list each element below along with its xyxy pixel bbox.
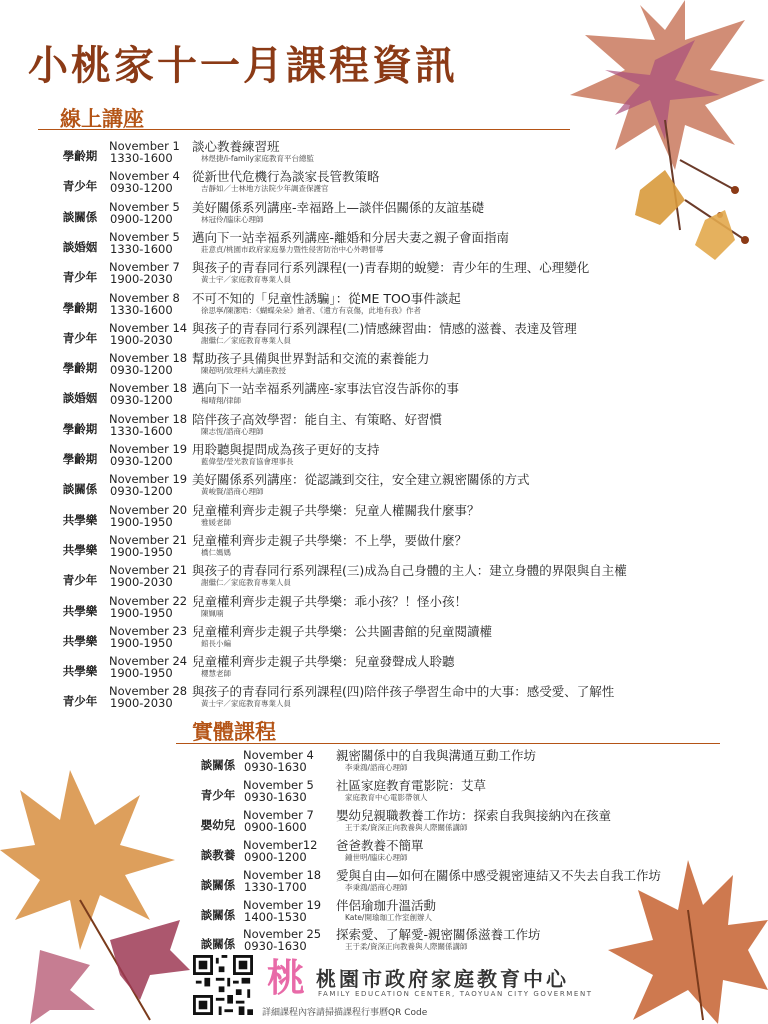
course-title: 愛與自由—如何在關係中感受親密連結又不失去自我工作坊 [336, 867, 662, 883]
course-time: 1900-2030 [110, 272, 173, 287]
course-speaker: 家庭教育中心電影帶領人 [345, 792, 428, 802]
course-time: 1900-1950 [110, 635, 173, 650]
org-name-english: FAMILY EDUCATION CENTER, TAOYUAN CITY GOVERMENT [318, 990, 593, 998]
course-category: 談關係 [62, 482, 98, 497]
course-row [0, 655, 700, 685]
course-category: 學齡期 [62, 361, 98, 376]
course-category: 嬰幼兒 [200, 817, 236, 832]
course-time: 1330-1600 [110, 302, 173, 317]
course-row [0, 564, 700, 594]
course-speaker: 李秉鴻/諮商心理師 [345, 763, 408, 772]
course-date: November 21 [109, 532, 188, 547]
course-title: 從新世代危機行為談家長管教策略 [192, 169, 380, 185]
course-row [0, 779, 700, 809]
course-title: 兒童權利齊步走親子共學樂：公共圖書館的兒童閱讀權 [192, 623, 493, 639]
org-name: 桃園市政府家庭教育中心 [316, 967, 569, 991]
course-title: 兒童權利齊步走親子共學樂：兒童人權關我什麼事？ [192, 502, 480, 518]
course-date: November 25 [243, 927, 322, 942]
course-category: 共學樂 [62, 512, 98, 527]
course-speaker: 莊意貞/桃園市政府家庭暴力暨性侵害防治中心外聘督導 [201, 244, 384, 254]
course-row [0, 749, 700, 779]
course-title: 美好關係系列講座：從認識到交往，安全建立親密關係的方式 [192, 472, 530, 488]
course-date: November 20 [109, 502, 188, 517]
course-speaker: 王于柔/資深正向教養與人際關係講師 [345, 942, 468, 952]
course-title: 與孩子的青春同行系列課程(二)情感練習曲：情感的滋養、表達及管理 [192, 320, 577, 336]
course-title: 用聆聽與提問成為孩子更好的支持 [192, 442, 380, 457]
course-title: 陪伴孩子高效學習：能自主、有策略、好習慣 [192, 411, 443, 427]
course-row [0, 899, 700, 929]
course-speaker: 李秉鴻/諮商心理師 [345, 882, 408, 892]
course-date: November 23 [109, 623, 188, 638]
course-category: 學齡期 [62, 452, 98, 466]
course-speaker: 陳超明/致理科大講座教授 [201, 366, 287, 376]
course-date: November 19 [243, 897, 322, 912]
course-row [0, 534, 700, 564]
course-category: 談關係 [200, 877, 236, 892]
course-title: 與孩子的青春同行系列課程(四)陪伴孩子學習生命中的大事：感受愛、了解性 [192, 684, 615, 700]
course-date: November 5 [243, 777, 314, 792]
course-row [0, 382, 700, 412]
course-category: 談關係 [62, 209, 98, 224]
course-category: 談關係 [200, 758, 236, 772]
course-time: 1900-2030 [110, 332, 173, 347]
course-date: November 8 [109, 290, 180, 305]
course-speaker: 林冠伶/臨床心理師 [201, 214, 264, 224]
qr-code-note: 詳細課程內容請掃描課程行事曆QR Code [262, 1008, 428, 1018]
course-row [0, 625, 700, 655]
course-row [0, 504, 700, 534]
course-row [0, 261, 700, 291]
course-time: 1900-2030 [110, 575, 173, 590]
course-category: 談婚姻 [62, 239, 98, 254]
course-speaker: 橋仁媽媽 [201, 547, 231, 557]
page-title: 小桃家十一月課程資訊 [28, 42, 458, 89]
course-date: November 22 [109, 593, 188, 608]
course-speaker: 陳志恆/諮商心理師 [201, 426, 264, 436]
course-row [0, 839, 700, 869]
course-category: 青少年 [200, 787, 236, 802]
course-speaker: 陳姵喃 [201, 608, 224, 618]
course-row [0, 231, 700, 261]
course-date: November 18 [109, 381, 188, 396]
course-time: 0900-1200 [244, 849, 307, 864]
course-time: 1900-1950 [110, 514, 173, 529]
course-time: 0930-1200 [110, 484, 173, 499]
course-time: 0930-1200 [110, 393, 173, 408]
course-row [0, 473, 700, 503]
course-title: 社區家庭教育電影院：艾草 [336, 777, 487, 793]
course-date: November 5 [109, 199, 180, 214]
course-speaker: 鍾世明/臨床心理師 [345, 852, 408, 862]
course-title: 幫助孩子具備與世界對話和交流的素養能力 [192, 351, 430, 367]
course-time: 1900-1950 [110, 605, 173, 620]
course-row [0, 685, 700, 715]
course-title: 爸爸教養不簡單 [336, 837, 424, 853]
course-category: 青少年 [62, 694, 98, 709]
course-row [0, 443, 700, 473]
course-title: 伴侶瑜珈升溫活動 [336, 897, 437, 913]
course-speaker: Kate/開瑜珈工作室創辦人 [345, 912, 432, 922]
course-title: 探索愛、了解愛-親密關係滋養工作坊 [336, 927, 541, 943]
course-date: November 21 [109, 563, 188, 578]
course-title: 嬰幼兒親職教養工作坊：探索自我與接納內在孩童 [336, 807, 612, 823]
course-date: November 24 [109, 654, 188, 669]
course-speaker: 黃士宇／家庭教育專業人員 [201, 275, 291, 285]
course-speaker: 吉靜如／士林地方法院少年調查保護官 [201, 184, 329, 194]
course-time: 1400-1530 [244, 909, 307, 924]
center-logo: 桃 [266, 956, 305, 1000]
course-row [0, 413, 700, 443]
online-section-heading: 線上講座 [60, 107, 144, 131]
course-title: 兒童權利齊步走親子共學樂：乖小孩？！怪小孩！ [192, 593, 468, 609]
course-category: 共學樂 [62, 664, 98, 679]
course-category: 學齡期 [62, 149, 98, 163]
course-date: November 7 [243, 807, 314, 822]
course-time: 1900-1950 [110, 666, 173, 681]
course-speaker: 王于柔/資深正向教養與人際關係講師 [345, 822, 468, 832]
course-time: 0930-1200 [110, 454, 173, 468]
course-date: November 4 [243, 748, 314, 762]
course-row [0, 809, 700, 839]
course-time: 1330-1600 [110, 241, 173, 256]
course-category: 共學樂 [62, 542, 98, 557]
course-speaker: 謝繼仁／家庭教育專業人員 [201, 335, 291, 345]
course-row [0, 869, 700, 899]
course-category: 青少年 [62, 330, 98, 345]
course-speaker: 楊晴翔/律師 [201, 396, 242, 406]
course-date: November 28 [109, 684, 188, 699]
course-category: 學齡期 [62, 421, 98, 436]
course-category: 談婚姻 [62, 391, 98, 406]
course-row [0, 140, 700, 170]
course-title: 邁向下一站幸福系列講座-家事法官沒告訴你的事 [192, 381, 460, 397]
course-time: 1330-1700 [244, 879, 307, 894]
course-date: November12 [243, 837, 318, 852]
course-time: 1330-1600 [110, 151, 173, 165]
course-time: 1330-1600 [110, 423, 173, 438]
qr-code [193, 955, 253, 1015]
course-speaker: 林煜捷/i-family家庭教育平台總監 [201, 154, 314, 163]
course-time: 0930-1630 [244, 789, 307, 804]
course-title: 親密關係中的自我與溝通互動工作坊 [336, 748, 537, 763]
course-time: 0900-1600 [244, 819, 307, 834]
course-title: 邁向下一站幸福系列講座-離婚和分居夫妻之親子會面指南 [192, 229, 510, 245]
course-row [0, 595, 700, 625]
course-category: 學齡期 [62, 300, 98, 315]
course-time: 0930-1630 [244, 760, 307, 774]
course-category: 談關係 [200, 907, 236, 922]
physical-section-heading: 實體課程 [192, 720, 276, 744]
course-category: 談教養 [200, 847, 236, 862]
course-row [0, 352, 700, 382]
course-category: 共學樂 [62, 603, 98, 618]
course-speaker: 黃士宇／家庭教育專業人員 [201, 699, 291, 709]
course-date: November 18 [109, 351, 188, 366]
course-title: 談心教養練習班 [192, 139, 280, 154]
course-time: 0930-1200 [110, 363, 173, 378]
course-speaker: 徐思寧/陳潔晧：《蝴蝶朵朵》繪者、《遺方有哀傷，此地有我》作者 [201, 305, 422, 315]
course-date: November 14 [109, 320, 188, 335]
course-category: 青少年 [62, 573, 98, 588]
course-speaker: 藍偉瑩/瑩光教育協會理事長 [201, 457, 294, 466]
online-section-divider [38, 129, 570, 130]
course-row [0, 322, 700, 352]
physical-section-divider [176, 743, 720, 744]
course-date: November 7 [109, 260, 180, 275]
course-title: 與孩子的青春同行系列課程(三)成為自己身體的主人：建立身體的界限與自主權 [192, 563, 627, 579]
course-time: 0930-1630 [244, 939, 307, 954]
course-speaker: 黃峻賢/諮商心理師 [201, 487, 264, 497]
course-row [0, 928, 700, 958]
course-time: 0930-1200 [110, 181, 173, 196]
course-category: 青少年 [62, 270, 98, 285]
course-title: 美好關係系列講座-幸福路上—談伴侶關係的友誼基礎 [192, 199, 485, 215]
course-date: November 1 [109, 139, 180, 153]
course-date: November 5 [109, 229, 180, 244]
course-category: 談關係 [200, 937, 236, 952]
course-time: 1900-1950 [110, 544, 173, 559]
course-title: 兒童權利齊步走親子共學樂：不上學，要做什麼？ [192, 532, 468, 548]
course-date: November 18 [243, 867, 322, 882]
course-date: November 19 [109, 472, 188, 487]
course-title: 兒童權利齊步走親子共學樂：兒童發聲成人聆聽 [192, 654, 455, 670]
course-row [0, 201, 700, 231]
course-date: November 19 [109, 442, 188, 456]
course-time: 1900-2030 [110, 696, 173, 711]
course-time: 0900-1200 [110, 211, 173, 226]
course-category: 共學樂 [62, 633, 98, 648]
course-date: November 18 [109, 411, 188, 426]
course-speaker: 雅媛老師 [201, 517, 231, 527]
course-title: 不可不知的「兒童性誘騙」：從ME TOO事件談起 [192, 290, 461, 306]
course-row [0, 170, 700, 200]
course-date: November 4 [109, 169, 180, 184]
course-category: 青少年 [62, 179, 98, 194]
course-speaker: 櫻慧老師 [201, 669, 231, 679]
course-row [0, 292, 700, 322]
course-title: 與孩子的青春同行系列課程(一)青春期的蛻變：青少年的生理、心理變化 [192, 260, 590, 276]
course-speaker: 謝繼仁／家庭教育專業人員 [201, 578, 291, 588]
course-speaker: 館長小編 [201, 638, 231, 648]
